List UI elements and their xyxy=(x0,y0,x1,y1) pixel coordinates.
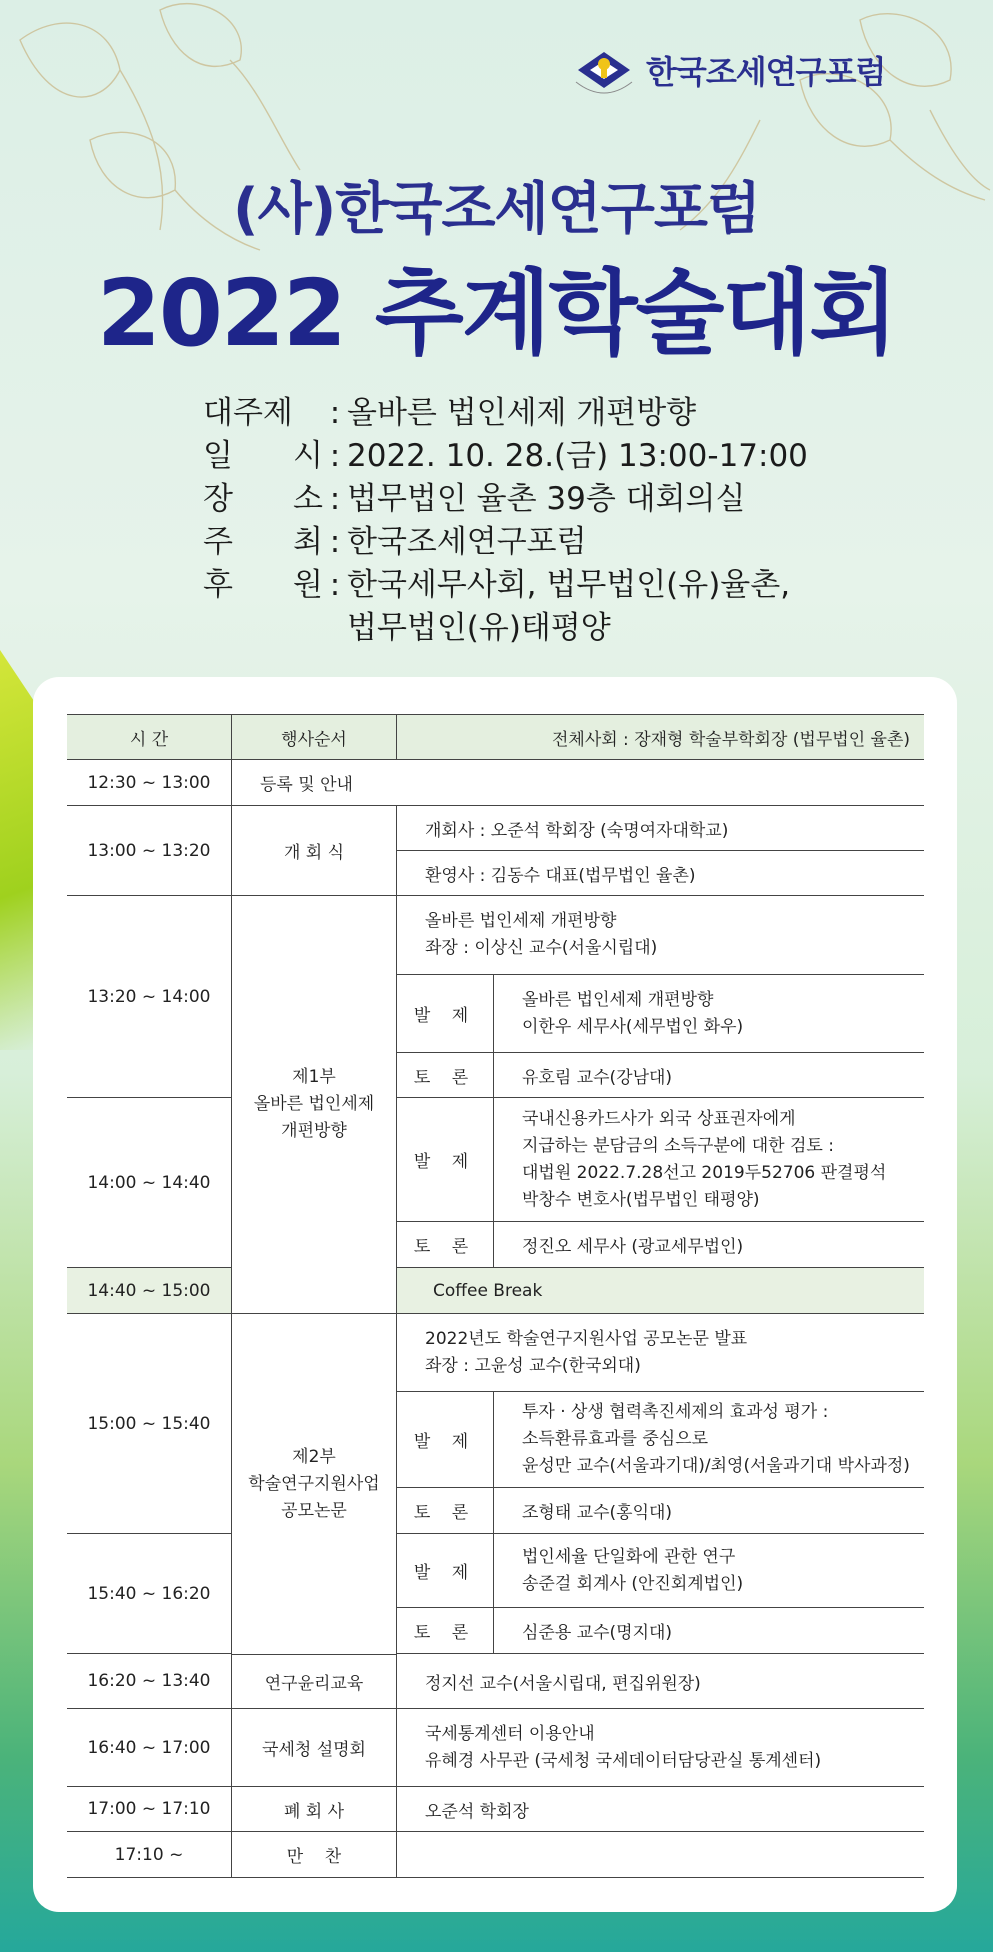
table-row: 토 론 유호림 교수(강남대) xyxy=(67,1053,924,1098)
info-value: 한국세무사회, 법무법인(유)율촌, xyxy=(347,567,791,603)
info-value: 법무법인(유)태평양 xyxy=(347,610,611,646)
table-row: 14:00 ~ 14:40 발 제 국내신용카드사가 외국 상표권자에게 지급하는 분담금의 소득구분에 대한 검토 : 대법원 2022.7.28선고 2019두52706 판결평석 박창수 변호사(법무법인 태평양) xyxy=(67,1098,924,1222)
info-value: 한국조세연구포럼 xyxy=(347,524,587,560)
table-row: 환영사 : 김동수 대표(법무법인 율촌) xyxy=(67,851,924,896)
info-value: 법무법인 율촌 39층 대회의실 xyxy=(347,481,746,517)
table-row: 14:40 ~ 15:00 Coffee Break xyxy=(67,1268,924,1314)
info-theme: 대주제 : 올바른 법인세제 개편방향 xyxy=(203,392,808,435)
header-time: 시 간 xyxy=(67,715,232,760)
header-program: 행사순서 xyxy=(232,715,397,760)
table-row: 토 론 조형태 교수(홍익대) xyxy=(67,1488,924,1534)
header-chair: 전체사회 : 장재형 학술부학회장 (법무법인 율촌) xyxy=(397,715,925,760)
table-row: 토 론 심준용 교수(명지대) xyxy=(67,1608,924,1654)
info-place: 장 소 : 법무법인 율촌 39층 대회의실 xyxy=(203,478,808,521)
info-host: 주 최 : 한국조세연구포럼 xyxy=(203,521,808,564)
info-date: 일 시 : 2022. 10. 28.(금) 13:00-17:00 xyxy=(203,435,808,478)
table-row: 16:40 ~ 17:00 국세청 설명회 국세통계센터 이용안내 유혜경 사무관 (국세청 국세데이터담당관실 통계센터) xyxy=(67,1709,924,1787)
event-title: 2022 추계학술대회 xyxy=(96,260,897,367)
table-row: 발 제 투자 · 상생 협력촉진세제의 효과성 평가 : 소득환류효과를 중심으로 윤성만 교수(서울과기대)/최영(서울과기대 박사과정) xyxy=(67,1392,924,1488)
session-2-title: 제2부 학술연구지원사업 공모논문 xyxy=(232,1314,397,1655)
table-row: 17:10 ~ 만 찬 xyxy=(67,1832,924,1878)
session-1-title: 제1부 올바른 법인세제 개편방향 xyxy=(232,896,397,1314)
event-info xyxy=(203,392,808,650)
table-row: 발 제 올바른 법인세제 개편방향 이한우 세무사(세무법인 화우) xyxy=(67,975,924,1053)
table-row: 15:00 ~ 15:40 제2부 학술연구지원사업 공모논문 2022년도 학술연구지원사업 공모논문 발표 좌장 : 고윤성 교수(한국외대) xyxy=(67,1314,924,1392)
table-row: 토 론 정진오 세무사 (광교세무법인) xyxy=(67,1222,924,1268)
organization-name: 한국조세연구포럼 xyxy=(646,53,886,91)
info-sponsor-cont xyxy=(203,607,808,650)
info-key: 대주제 xyxy=(203,395,293,431)
table-row: 17:00 ~ 17:10 폐 회 사 오준석 학회장 xyxy=(67,1787,924,1832)
table-row: 12:30 ~ 13:00 등록 및 안내 xyxy=(67,760,924,806)
info-value: 올바른 법인세제 개편방향 xyxy=(347,395,697,431)
organizer-title: (사)한국조세연구포럼 xyxy=(232,177,761,242)
table-row: 16:20 ~ 13:40 연구윤리교육 정지선 교수(서울시립대, 편집위원장) xyxy=(67,1655,924,1709)
tax-forum-emblem-icon xyxy=(568,34,640,106)
table-row: 15:40 ~ 16:20 발 제 법인세율 단일화에 관한 연구 송준걸 회계사 (안진회계법인) xyxy=(67,1534,924,1608)
table-header xyxy=(67,715,924,760)
info-sponsor: 후 원 : 한국세무사회, 법무법인(유)율촌, xyxy=(203,564,808,607)
table-row: 13:20 ~ 14:00 제1부 올바른 법인세제 개편방향 올바른 법인세제 개편방향 좌장 : 이상신 교수(서울시립대) xyxy=(67,896,924,975)
organization-logo xyxy=(568,30,885,110)
info-value: 2022. 10. 28.(금) 13:00-17:00 xyxy=(347,438,808,474)
schedule-table xyxy=(67,714,924,1878)
table-row: 13:00 ~ 13:20 개 회 식 개회사 : 오준석 학회장 (숙명여자대학교) xyxy=(67,806,924,851)
